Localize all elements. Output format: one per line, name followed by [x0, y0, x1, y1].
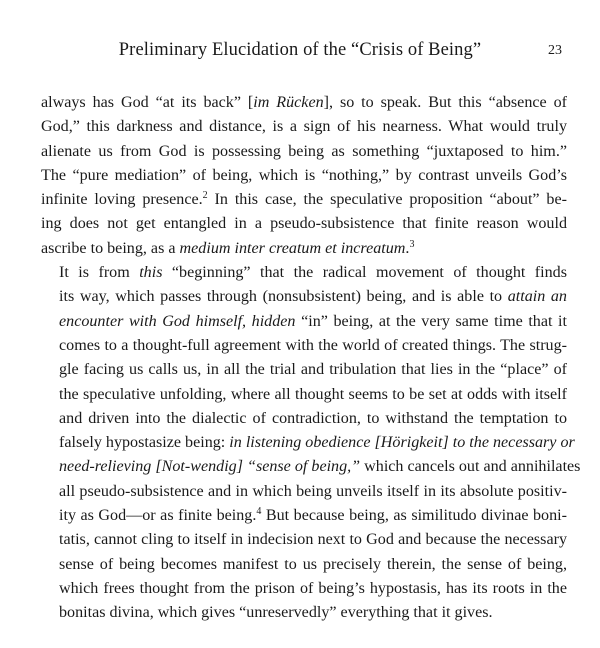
text-line: encounter with God himself, hidden “in” being, at the very same time that it	[59, 312, 568, 330]
text-line: need-relieving [Not-wendig] “sense of being,” which cancels out and annihilates	[59, 458, 581, 476]
text-line: the speculative unfolding, where all thought seems to be set at odds with itself	[59, 385, 567, 403]
text-line: alienate us from God is possessing being as something “juxtaposed to him.”	[41, 142, 567, 160]
text-line: which frees thought from the prison of being’s hypostasis, has its roots in the	[59, 579, 567, 597]
paragraph-2	[41, 261, 581, 625]
paragraph-1	[41, 91, 567, 261]
text-line: gle facing us calls us, in all the trial and tribulation that lies in the “place” of	[59, 361, 567, 379]
body-text	[41, 91, 581, 626]
text-line: The “pure mediation” of being, which is “nothing,” by contrast unveils God’s	[41, 166, 567, 184]
text-line: ing does not get entangled in a pseudo-subsistence that finite reason would	[41, 215, 567, 233]
text-line: bonitas divina, which gives “unreservedly” everything that it gives.	[59, 604, 493, 622]
text-line: its way, which passes through (nonsubsistent) being, and is able to attain an	[59, 288, 567, 306]
running-title: Preliminary Elucidation of the “Crisis of Being”	[118, 40, 482, 60]
text-line: tatis, cannot cling to itself in indecision next to God and because the necessary	[59, 531, 567, 549]
text-line: sense of being becomes manifest to us precisely therein, the sense of being,	[59, 555, 567, 573]
text-line: ascribe to being, as a medium inter creatum et increatum.$^3$	[41, 238, 415, 257]
text-line: infinite loving presence.$^2$ In this case, the speculative proposition “about” be-	[41, 190, 567, 209]
text-line: all pseudo-subsistence and in which being unveils itself in its absolute positiv-	[59, 482, 567, 500]
text-line: falsely hypostasize being: in listening obedience [Hörigkeit] to the necessary or	[59, 434, 575, 452]
text-line: and driven into the dialectic of contradiction, to withstand the temptation to	[59, 409, 567, 427]
text-line: always has God “at its back” [im Rücken], so to speak. But this “absence of	[41, 94, 567, 111]
page-number: 23	[548, 43, 562, 58]
text-line: God,” this darkness and distance, is a sign of his nearness. What would truly	[41, 118, 567, 136]
text-line: It is from this “beginning” that the radical movement of thought finds	[59, 264, 567, 282]
text-line: ity as God—or as finite being.$^4$ But because being, as similitudo divinae boni-	[59, 506, 567, 525]
text-line: comes to a thought-full agreement with the world of created things. The strug-	[59, 336, 567, 354]
